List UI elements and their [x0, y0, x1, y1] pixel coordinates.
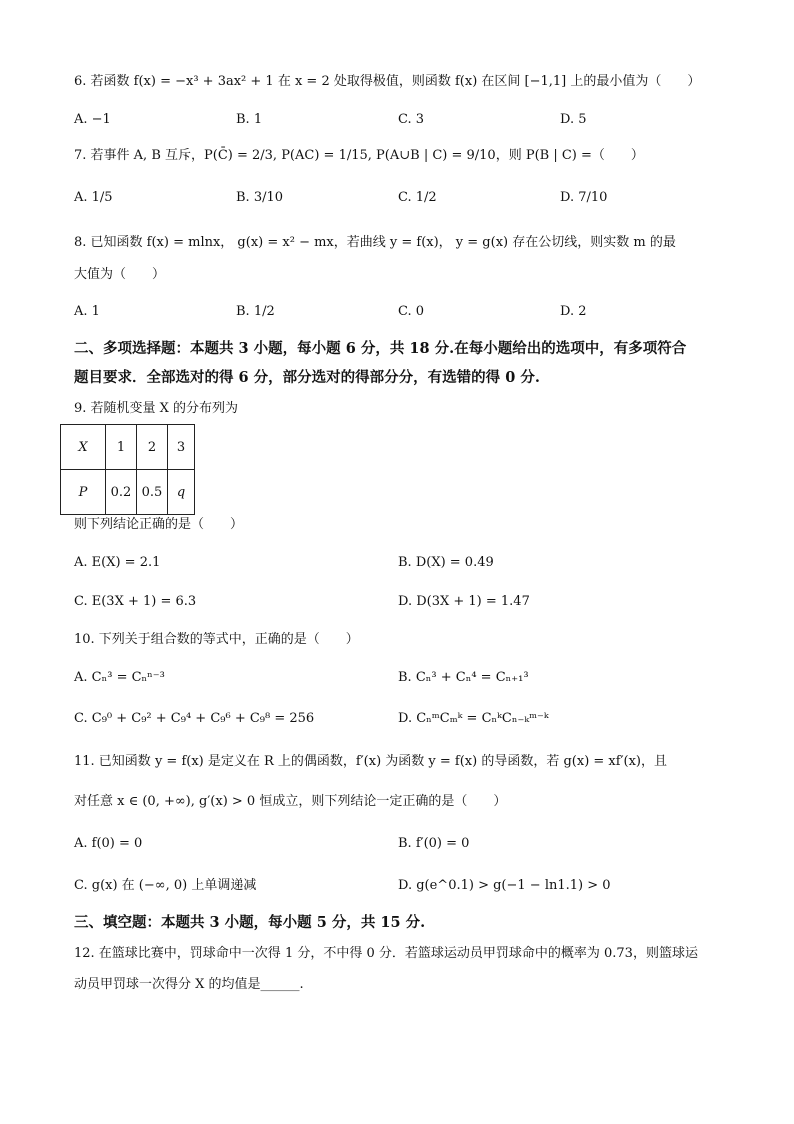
- table-cell: 0.5: [137, 470, 168, 515]
- q9-option-b: B. D(X) = 0.49: [398, 555, 494, 570]
- q8-stem-line2: 大值为（ ）: [74, 267, 166, 282]
- q7-option-c: C. 1/2: [398, 190, 437, 205]
- section2-heading-line1: 二、多项选择题：本题共 3 小题，每小题 6 分，共 18 分.在每小题给出的选项中，有多项符合: [74, 340, 687, 357]
- q9-option-d: D. D(3X + 1) = 1.47: [398, 594, 530, 609]
- q11-option-a: A. f(0) = 0: [74, 836, 143, 851]
- q11-option-d: D. g(e^0.1) > g(−1 − ln1.1) > 0: [398, 878, 611, 893]
- q9-prompt: 则下列结论正确的是（ ）: [74, 517, 244, 532]
- table-cell: 0.2: [106, 470, 137, 515]
- q6-option-a: A. −1: [74, 112, 111, 127]
- distribution-table: [60, 424, 195, 515]
- q10-option-c: C. C₉⁰ + C₉² + C₉⁴ + C₉⁶ + C₉⁸ = 256: [74, 711, 315, 726]
- section3-heading: 三、填空题：本题共 3 小题，每小题 5 分，共 15 分.: [74, 914, 426, 931]
- q10-option-a: A. Cₙ³ = Cₙⁿ⁻³: [74, 670, 165, 685]
- section2-heading-line2: 题目要求．全部选对的得 6 分，部分选对的得部分分，有选错的得 0 分.: [74, 369, 540, 386]
- q10-option-b: B. Cₙ³ + Cₙ⁴ = Cₙ₊₁³: [398, 670, 529, 685]
- table-cell: q: [168, 470, 195, 515]
- q11-option-b: B. f′(0) = 0: [398, 836, 470, 851]
- q6-option-b: B. 1: [236, 112, 263, 127]
- q6-option-c: C. 3: [398, 112, 425, 127]
- q11-option-c: C. g(x) 在 (−∞, 0) 上单调递减: [74, 878, 257, 893]
- q7-option-b: B. 3/10: [236, 190, 284, 205]
- table-row: [61, 470, 195, 515]
- q10-stem: 10. 下列关于组合数的等式中，正确的是（ ）: [74, 632, 359, 647]
- q12-stem-line2: 动员甲罚球一次得分 X 的均值是______.: [74, 977, 304, 992]
- q8-option-a: A. 1: [74, 304, 100, 319]
- table-cell: P: [61, 470, 106, 515]
- table-cell: 1: [106, 425, 137, 470]
- q8-option-d: D. 2: [560, 304, 587, 319]
- q8-option-c: C. 0: [398, 304, 425, 319]
- q11-stem-line2: 对任意 x ∈ (0, +∞), g′(x) > 0 恒成立，则下列结论一定正确的是（ ）: [74, 794, 507, 809]
- q12-stem-line1: 12. 在篮球比赛中，罚球命中一次得 1 分，不中得 0 分．若篮球运动员甲罚球命中的概率为 0.73，则篮球运: [74, 946, 698, 961]
- q7-option-a: A. 1/5: [74, 190, 113, 205]
- q9-stem: 9. 若随机变量 X 的分布列为: [74, 401, 239, 416]
- q7-stem: 7. 若事件 A, B 互斥，P(C̄) = 2/3, P(AC) = 1/15, P(A∪B | C) = 9/10，则 P(B | C) =（ ）: [74, 148, 644, 163]
- q11-stem-line1: 11. 已知函数 y = f(x) 是定义在 R 上的偶函数，f′(x) 为函数 y = f(x) 的导函数，若 g(x) = xf′(x)，且: [74, 754, 667, 769]
- q10-option-d: D. CₙᵐCₘᵏ = CₙᵏCₙ₋ₖᵐ⁻ᵏ: [398, 711, 549, 726]
- table-cell: 2: [137, 425, 168, 470]
- q8-option-b: B. 1/2: [236, 304, 275, 319]
- table-cell: 3: [168, 425, 195, 470]
- table-row: [61, 425, 195, 470]
- q6-option-d: D. 5: [560, 112, 587, 127]
- q9-option-a: A. E(X) = 2.1: [74, 555, 161, 570]
- q6-stem: 6. 若函数 f(x) = −x³ + 3ax² + 1 在 x = 2 处取得极值，则函数 f(x) 在区间 [−1,1] 上的最小值为（ ）: [74, 74, 701, 89]
- q7-option-d: D. 7/10: [560, 190, 608, 205]
- q9-option-c: C. E(3X + 1) = 6.3: [74, 594, 197, 609]
- q8-stem-line1: 8. 已知函数 f(x) = mlnx， g(x) = x² − mx，若曲线 y = f(x)， y = g(x) 存在公切线，则实数 m 的最: [74, 235, 676, 250]
- table-cell: X: [61, 425, 106, 470]
